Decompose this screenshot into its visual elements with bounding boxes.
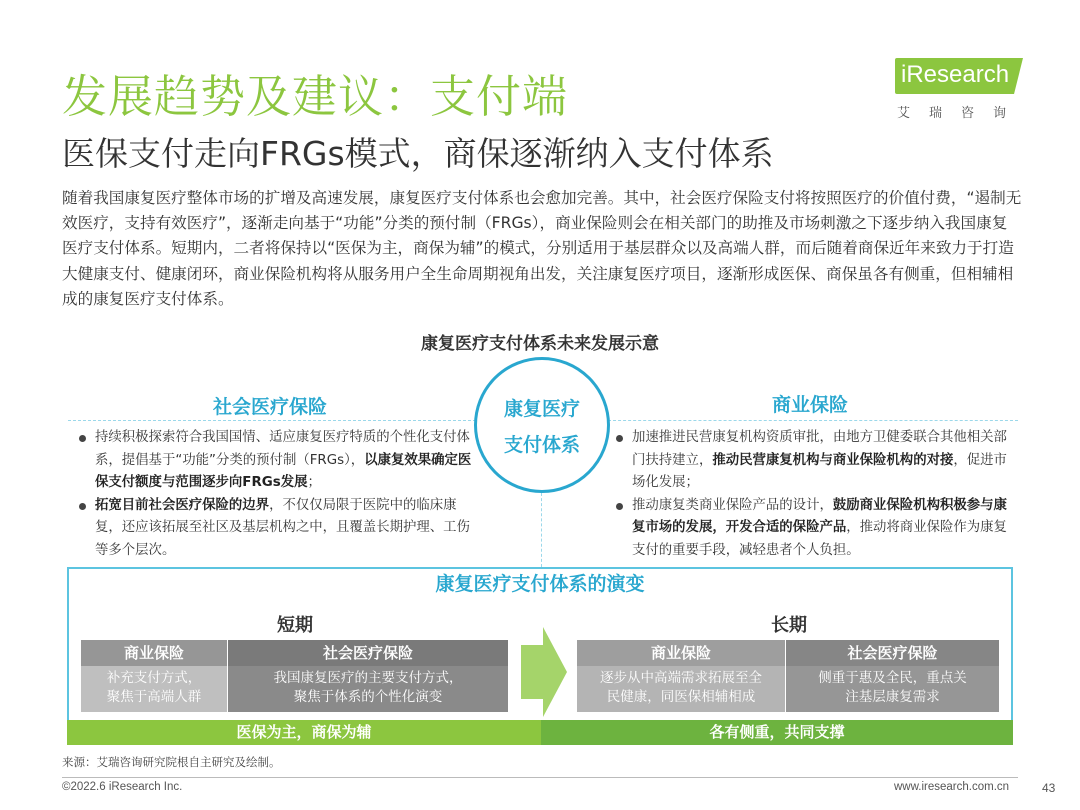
short-social-head: 社会医疗保险 (228, 640, 508, 666)
divider-left-top (68, 420, 476, 421)
page-number: 43 (1042, 781, 1056, 795)
evolution-title: 康复医疗支付体系的演变 (435, 573, 645, 595)
website-link[interactable]: www.iresearch.com.cn (894, 781, 1010, 793)
intro-paragraph: 随着我国康复医疗整体市场的扩增及高速发展，康复医疗支付体系也会愈加完善。其中，社会医疗保险支付将按照医疗的价值付费，“遏制无效医疗，支持有效医疗”，逐渐走向基于“功能”分类的预付制（FRGs），商业保险则会在相关部门的助推及市场刺激之下逐步纳入我国康复医疗支付体系。短期内，二者将保持以“医保为主，商保为辅”的模式，分别适用于基层群众以及高端人群，而后随着商保近年来致力于打造大健康支付、健康闭环，商业保险机构将从服务用户全生命周期视角出发，关注康复医疗项目，逐渐形成医保、商保虽各有侧重，但相辅相成的康复医疗支付体系。 (62, 189, 1022, 308)
iresearch-logo (895, 58, 1030, 123)
long-term-summary-bar: 各有侧重，共同支撑 (541, 720, 1013, 745)
list-item: 推动康复类商业保险产品的设计，鼓励商业保险机构积极参与康复市场的发展，开发合适的保险产品，推动将商业保险作为康复支付的重要手段，减轻患者个人负担。 (614, 495, 1014, 563)
social-insurance-heading: 社会医疗保险 (212, 396, 327, 418)
long-social-box (786, 640, 999, 712)
short-commercial-body-1: 补充支付方式， (106, 670, 202, 686)
center-circle (474, 357, 610, 493)
source-note: 来源：艾瑞咨询研究院根自主研究及绘制。 (62, 755, 281, 769)
footer-divider (62, 777, 1018, 778)
divider-right-top (608, 420, 1018, 421)
divider-center-left (541, 493, 542, 567)
short-social-body-1: 我国康复医疗的主要支付方式， (273, 670, 463, 686)
commercial-insurance-heading: 商业保险 (771, 394, 848, 416)
logo-word: iResearch (901, 61, 1010, 88)
center-label-line1: 康复医疗 (503, 398, 580, 420)
short-social-body-2: 聚焦于体系的个性化演变 (293, 689, 443, 705)
long-social-body-1: 侧重于惠及全民，重点关 (818, 670, 967, 686)
commercial-insurance-bullets (614, 427, 1014, 562)
short-term-label: 短期 (277, 615, 313, 636)
long-commercial-body-2: 民健康，同医保相辅相成 (606, 689, 756, 705)
long-term-label: 长期 (771, 615, 807, 636)
short-commercial-body-2: 聚焦于高端人群 (106, 689, 202, 705)
center-label-line2: 支付体系 (503, 434, 580, 456)
logo-chinese: 艾瑞咨询 (897, 106, 1026, 121)
diagram-title: 康复医疗支付体系未来发展示意 (421, 334, 659, 354)
list-item: 加速推进民营康复机构资质审批，由地方卫健委联合其他相关部门扶持建立，推动民营康复机构与商业保险机构的对接，促进市场化发展； (614, 427, 1014, 495)
page-subtitle: 医保支付走向FRGs模式，商保逐渐纳入支付体系 (62, 134, 774, 173)
page-title: 发展趋势及建议：支付端 (62, 70, 569, 123)
long-commercial-box (577, 640, 785, 712)
long-social-head: 社会医疗保险 (786, 640, 999, 666)
short-commercial-box (81, 640, 227, 712)
list-item: 拓宽目前社会医疗保险的边界，不仅仅局限于医院中的临床康复，还应该拓展至社区及基层机构之中，且覆盖长期护理、工伤等多个层次。 (77, 495, 474, 563)
long-commercial-head: 商业保险 (577, 640, 785, 666)
long-commercial-body-1: 逐步从中高端需求拓展至全 (600, 670, 762, 686)
short-commercial-head: 商业保险 (81, 640, 227, 666)
short-term-summary-bar: 医保为主，商保为辅 (67, 720, 541, 745)
long-social-body-2: 注基层康复需求 (845, 689, 940, 705)
copyright: ©2022.6 iResearch Inc. (62, 781, 183, 793)
list-item: 持续积极探索符合我国国情、适应康复医疗特质的个性化支付体系，提倡基于“功能”分类的预付制（FRGs），以康复效果确定医保支付额度与范围逐步向FRGs发展； (77, 427, 474, 495)
social-insurance-bullets (77, 427, 474, 562)
arrow-right-icon (521, 627, 567, 717)
short-social-box (228, 640, 508, 712)
